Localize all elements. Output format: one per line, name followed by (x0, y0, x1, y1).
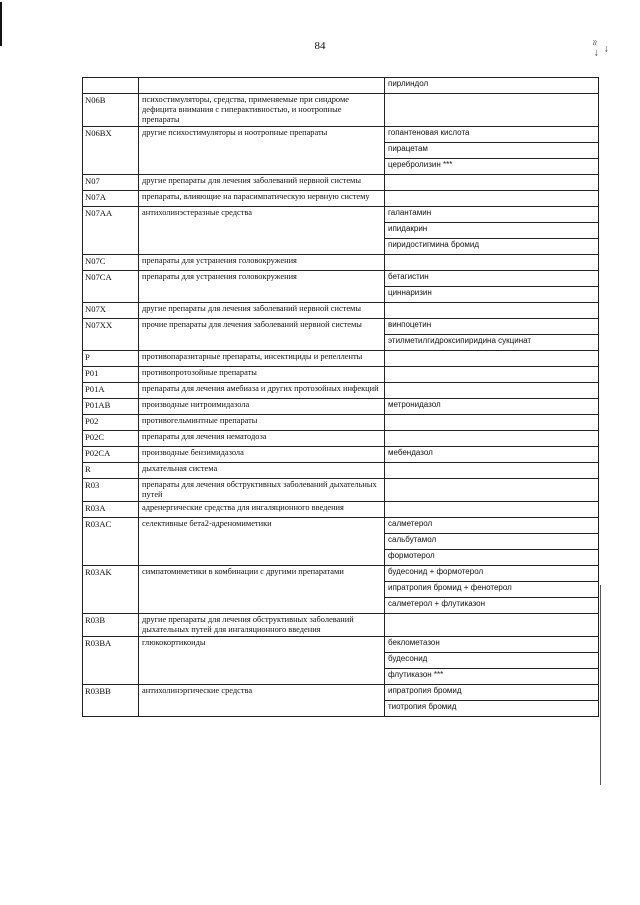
table-row (83, 303, 599, 319)
atc-code-cell: P01AB (83, 399, 139, 415)
table-row (83, 351, 599, 367)
atc-description-cell: препараты для лечения нематодоза (139, 431, 385, 447)
atc-code-cell: R (83, 463, 139, 479)
atc-description-cell: адренергические средства для ингаляционного введения (139, 502, 385, 518)
atc-code-cell: R03AC (83, 518, 139, 566)
atc-description-cell: селективные бета2-адреномиметики (139, 518, 385, 566)
atc-code-cell: P01 (83, 367, 139, 383)
atc-description-cell: глюкокортикоиды (139, 637, 385, 685)
drug-list-cell (385, 94, 599, 127)
table-row (83, 614, 599, 637)
table-row (83, 518, 599, 566)
handwritten-mark: ← ≈ ← (590, 40, 611, 58)
atc-code-cell: R03BA (83, 637, 139, 685)
scan-edge-line (600, 585, 601, 785)
drug-list-cell (385, 191, 599, 207)
drug-list-cell (385, 207, 599, 255)
atc-code-cell: N06B (83, 94, 139, 127)
drug-name (385, 191, 598, 206)
atc-description-cell: другие препараты для лечения заболеваний нервной системы (139, 175, 385, 191)
drug-list-cell (385, 637, 599, 685)
atc-description-cell: другие препараты для лечения обструктивных заболеваний дыхательных путей для ингаляционного введения (139, 614, 385, 637)
atc-description-cell: антихолинэстеразные средства (139, 207, 385, 255)
drug-name (385, 463, 598, 478)
atc-description-cell: другие препараты для лечения заболеваний нервной системы (139, 303, 385, 319)
table-row (83, 463, 599, 479)
drug-name: пирлиндол (388, 79, 429, 88)
drug-name: формотерол (388, 551, 435, 560)
atc-description-cell: препараты для устранения головокружения (139, 255, 385, 271)
atc-description-cell: прочие препараты для лечения заболеваний нервной системы (139, 319, 385, 351)
atc-code-cell: N06BX (83, 127, 139, 175)
atc-code-cell: N07CA (83, 271, 139, 303)
atc-code-cell (83, 78, 139, 94)
drug-name (385, 351, 598, 366)
atc-description-cell: противопротозойные препараты (139, 367, 385, 383)
atc-description-cell: препараты, влияющие на парасимпатическую нервную систему (139, 191, 385, 207)
drug-name: мебендазол (388, 448, 433, 457)
atc-code-cell: N07X (83, 303, 139, 319)
drug-name (385, 175, 598, 190)
table-row (83, 502, 599, 518)
drug-name (385, 431, 598, 446)
table-row (83, 127, 599, 175)
table-row (83, 447, 599, 463)
drug-name: флутиказон *** (388, 670, 444, 679)
atc-description-cell: другие психостимуляторы и ноотропные препараты (139, 127, 385, 175)
table-row (83, 399, 599, 415)
atc-code-cell: P02CA (83, 447, 139, 463)
drug-name: будесонид (385, 653, 598, 669)
drug-name: винпоцетин (385, 319, 598, 335)
drug-list-cell (385, 518, 599, 566)
drug-list-cell (385, 685, 599, 717)
drug-name: салметерол + флутиказон (388, 599, 486, 608)
atc-description-cell: дыхательная система (139, 463, 385, 479)
atc-drug-table (82, 77, 599, 717)
drug-name (385, 415, 598, 430)
drug-name: салметерол (385, 518, 598, 534)
atc-description-cell: симпатомиметики в комбинации с другими препаратами (139, 566, 385, 614)
atc-code-cell: R03BB (83, 685, 139, 717)
atc-code-cell: P01A (83, 383, 139, 399)
atc-code-cell: N07XX (83, 319, 139, 351)
drug-name: будесонид + формотерол (385, 566, 598, 582)
atc-description-cell: препараты для устранения головокружения (139, 271, 385, 303)
drug-list-cell (385, 255, 599, 271)
drug-name: беклометазон (385, 637, 598, 653)
atc-code-cell: R03AK (83, 566, 139, 614)
drug-list-cell (385, 351, 599, 367)
table-row (83, 319, 599, 351)
drug-name (385, 383, 598, 398)
atc-description-cell: психостимуляторы, средства, применяемые при синдроме дефицита внимания с гиперактивностью, и ноотропные препараты (139, 94, 385, 127)
drug-name (385, 303, 598, 318)
drug-name: пиридостигмина бромид (388, 240, 480, 249)
drug-list-cell (385, 303, 599, 319)
drug-name: сальбутамол (385, 534, 598, 550)
atc-description-cell: производные бензимидазола (139, 447, 385, 463)
atc-code-cell: N07 (83, 175, 139, 191)
table-row (83, 479, 599, 502)
table-row (83, 255, 599, 271)
drug-name (385, 94, 598, 109)
drug-list-cell (385, 78, 599, 94)
table-row (83, 207, 599, 255)
table-row (83, 637, 599, 685)
drug-name: ипидакрин (385, 223, 598, 239)
atc-code-cell: P (83, 351, 139, 367)
drug-name: галантамин (385, 207, 598, 223)
atc-description-cell: противогельминтные препараты (139, 415, 385, 431)
drug-list-cell (385, 399, 599, 415)
drug-name: пирацетам (385, 143, 598, 159)
drug-name (385, 367, 598, 382)
drug-name (385, 255, 598, 270)
table-row (83, 78, 599, 94)
drug-list-cell (385, 463, 599, 479)
drug-name: бетагистин (385, 271, 598, 287)
page-number: 84 (314, 40, 326, 52)
atc-code-cell: N07AA (83, 207, 139, 255)
atc-code-cell: P02 (83, 415, 139, 431)
atc-code-cell: P02C (83, 431, 139, 447)
drug-list-cell (385, 502, 599, 518)
drug-list-cell (385, 175, 599, 191)
atc-code-cell: R03B (83, 614, 139, 637)
drug-list-cell (385, 447, 599, 463)
atc-code-cell: N07A (83, 191, 139, 207)
table-row (83, 191, 599, 207)
table-row (83, 383, 599, 399)
table-body (83, 78, 599, 717)
drug-list-cell (385, 614, 599, 637)
drug-list-cell (385, 383, 599, 399)
table-row (83, 431, 599, 447)
table-row (83, 685, 599, 717)
table-row (83, 175, 599, 191)
atc-description-cell: производные нитроимидазола (139, 399, 385, 415)
drug-list-cell (385, 431, 599, 447)
atc-description-cell: препараты для лечения обструктивных заболеваний дыхательных путей (139, 479, 385, 502)
table-row (83, 566, 599, 614)
atc-code-cell: R03 (83, 479, 139, 502)
atc-description-cell: антихолинэргические средства (139, 685, 385, 717)
drug-name: циннаризин (388, 288, 432, 297)
table-row (83, 271, 599, 303)
drug-list-cell (385, 566, 599, 614)
drug-name: ипратропия бромид + фенотерол (385, 582, 598, 598)
drug-list-cell (385, 271, 599, 303)
drug-list-cell (385, 127, 599, 175)
drug-list-cell (385, 479, 599, 502)
drug-list-cell (385, 367, 599, 383)
drug-name: гопантеновая кислота (385, 127, 598, 143)
drug-name: тиотропия бромид (388, 702, 457, 711)
drug-list-cell (385, 415, 599, 431)
drug-name: ипратропия бромид (385, 685, 598, 701)
table-row (83, 415, 599, 431)
drug-name: метронидазол (388, 400, 441, 409)
atc-code-cell: R03A (83, 502, 139, 518)
drug-name (385, 614, 598, 629)
table-row (83, 367, 599, 383)
atc-description-cell: препараты для лечения амебиаза и других протозойных инфекций (139, 383, 385, 399)
atc-description-cell: противопаразитарные препараты, инсектициды и репелленты (139, 351, 385, 367)
drug-list-cell (385, 319, 599, 351)
drug-name (385, 479, 598, 494)
drug-name: церебролизин *** (388, 160, 453, 169)
atc-description-cell (139, 78, 385, 94)
drug-name: этилметилгидроксипиридина сукцинат (388, 336, 532, 345)
atc-code-cell: N07C (83, 255, 139, 271)
table-row (83, 94, 599, 127)
drug-name (385, 502, 598, 517)
